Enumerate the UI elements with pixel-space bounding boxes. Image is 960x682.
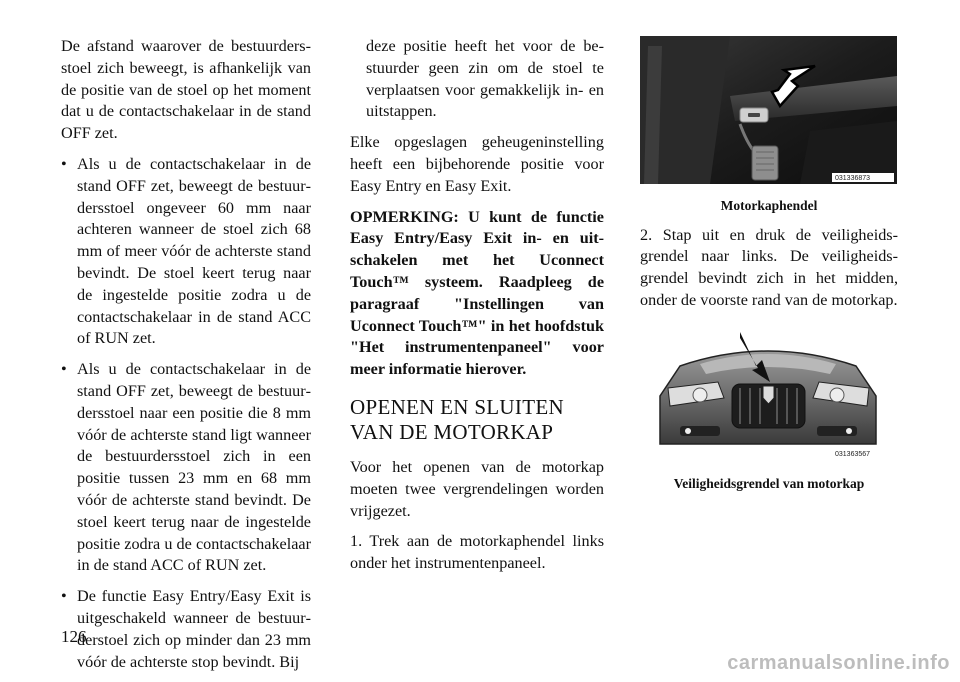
figure-caption: Veiligheidsgrendel van motorkap — [673, 475, 865, 491]
image-code: 0313368​73 — [835, 175, 871, 182]
bullet-item: • Als u de contactschakelaar in de stand OFF zet, beweegt de bestuurdersstoel ongeveer 60 mm naar achteren wanneer de stoel zich 68 mm of meer vóór de achterste stand bevindt. De stoel keert terug naar de ingestelde positie zodra u de contactschakelaar in de stand ACC of RUN zet. — [61, 154, 311, 350]
step-1: 1. Trek aan de motorkaphendel links onder het instrumentenpaneel. — [350, 532, 604, 573]
bullet-item: • Als u de contactschakelaar in de stand OFF zet, beweegt de bestuurdersstoel naar een positie die 8 mm vóór de achterste stand ligt wanneer de bestuurdersstoel zich in een positie tussen 23 mm en 68 mm vóór de achterste stand bevindt. De stoel keert terug naar de ingestelde positie zodra u de contactschakelaar in de stand ACC of RUN zet. — [61, 359, 311, 577]
step-2: 2. Stap uit en druk de veiligheidsgrendel naar links. De veiligheidsgrendel bevindt zich in het midden, onder de voorste rand van de motorkap. — [640, 225, 898, 309]
page-number: 126 — [61, 627, 87, 646]
car-front-photo — [640, 326, 897, 462]
section-title-line: OPENEN EN SLUITEN — [350, 394, 564, 419]
watermark: carmanualsonline.info — [727, 652, 950, 674]
hood-release-lever-figure — [640, 36, 898, 217]
hood-intro-paragraph: Voor het openen van de motorkap moeten twee vergrendelingen worden vrijgezet. — [350, 457, 604, 520]
hood-release-lever-photo — [640, 36, 897, 184]
column-middle — [350, 36, 604, 584]
bullet-continuation: deze positie heeft het voor de bestuurder geen zin om de stoel te verplaatsen voor gemakkelijk in- en uitstappen. — [366, 37, 604, 121]
bullet-item: • De functie Easy Entry/Easy Exit is uitgeschakeld wanneer de bestuurderstoel zich op minder dan 23 mm vóór de achterste stop bevindt. Bij — [61, 586, 311, 673]
note-paragraph: OPMERKING: U kunt de functie Easy Entry/Easy Exit in- en uitschakelen met het Uconnect Touch™ systeem. Raadpleeg de paragraaf "Instellingen van Uconnect Touch™" in het hoofdstuk "Het instrumentenpaneel" voor meer informatie hierover. — [350, 207, 604, 379]
intro-paragraph: De afstand waarover de bestuurdersstoel zich beweegt, is afhankelijk van de positie van de stoel op het moment dat u de contactschakelaar in de stand OFF zet. — [61, 37, 311, 143]
figure-caption: Motorkaphendel — [720, 197, 818, 213]
safety-latch-figure — [640, 326, 898, 495]
section-title — [350, 395, 604, 445]
image-code: 031363567 — [835, 450, 871, 458]
bullet-list — [61, 154, 311, 673]
column-right — [640, 36, 898, 502]
column-left — [61, 36, 311, 682]
section-title-line: VAN DE MOTORKAP — [350, 419, 554, 444]
memory-paragraph: Elke opgeslagen geheugeninstelling heeft een bijbehorende positie voor Easy Entry en Easy Exit. — [350, 133, 604, 195]
